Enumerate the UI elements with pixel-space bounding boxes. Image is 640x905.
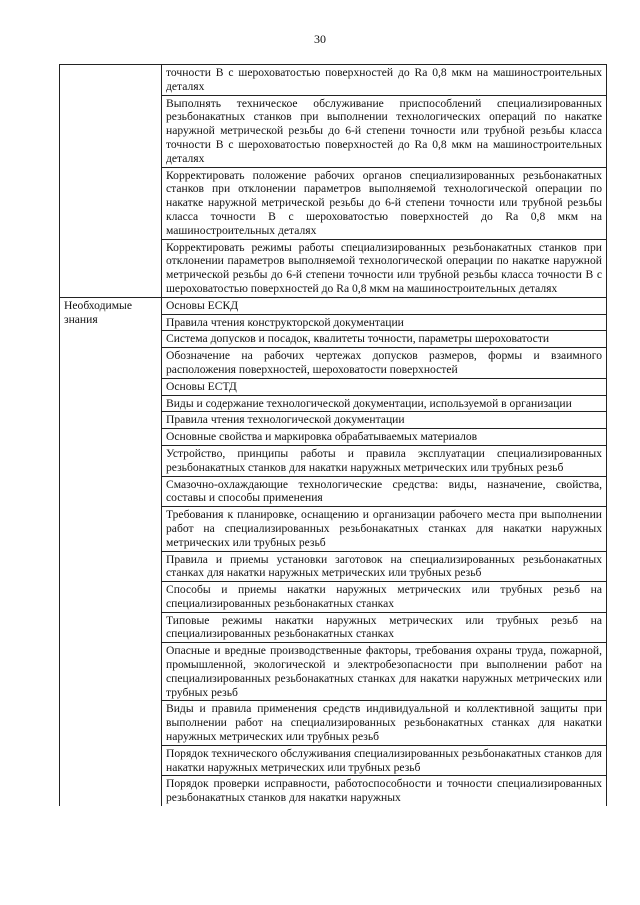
skill-cell: Корректировать положение рабочих органов специализированных резьбонакатных станков при отклонении параметров выполняемой технологической операции по накатке наружной метрической резьбы до 6-й степени точности или трубной резьбы класса точности В с шероховатостью поверхностей до Ra 0,8 мкм на машиностроительных деталях [162, 167, 607, 239]
knowledge-cell: Основные свойства и маркировка обрабатываемых материалов [162, 429, 607, 446]
knowledge-cell: Смазочно-охлаждающие технологические средства: виды, назначение, свойства, составы и способы применения [162, 476, 607, 507]
knowledge-cell: Правила чтения конструкторской документации [162, 314, 607, 331]
knowledge-cell: Типовые режимы накатки наружных метрических или трубных резьб на специализированных резьбонакатных станках [162, 612, 607, 643]
skill-cell: точности В с шероховатостью поверхностей до Ra 0,8 мкм на машиностроительных деталях [162, 65, 607, 96]
empty-label-cell [60, 65, 162, 298]
qualification-table [59, 64, 607, 806]
page-number: 30 [314, 32, 326, 46]
knowledge-label: Необходимые знания [60, 297, 162, 806]
knowledge-cell: Способы и приемы накатки наружных метрических или трубных резьб на специализированных резьбонакатных станках [162, 582, 607, 613]
table-row [60, 297, 607, 314]
knowledge-cell: Правила чтения технологической документации [162, 412, 607, 429]
knowledge-cell: Виды и правила применения средств индивидуальной и коллективной защиты при выполнении работ на специализированных резьбонакатных станках для накатки наружных метрических или трубных резьб [162, 701, 607, 745]
knowledge-cell: Устройство, принципы работы и правила эксплуатации специализированных резьбонакатных станков для накатки наружных метрических или трубных резьб [162, 445, 607, 476]
knowledge-cell: Требования к планировке, оснащению и организации рабочего места при выполнении работ на специализированных резьбонакатных станках для накатки наружных метрических или трубных резьб [162, 507, 607, 551]
knowledge-cell: Основы ЕСКД [162, 297, 607, 314]
skill-cell: Корректировать режимы работы специализированных резьбонакатных станков при отклонении параметров выполняемой технологической операции по накатке наружной метрической резьбы до 6-й степени точности или трубной резьбы класса точности В с шероховатостью поверхностей до Ra 0,8 мкм на машиностроительных деталях [162, 239, 607, 297]
knowledge-cell: Опасные и вредные производственные факторы, требования охраны труда, пожарной, промышленной, экологической и электробезопасности при выполнении работ на специализированных резьбонакатных станках для накатки наружных метрических или трубных резьб [162, 643, 607, 701]
knowledge-cell: Система допусков и посадок, квалитеты точности, параметры шероховатости [162, 331, 607, 348]
knowledge-cell: Виды и содержание технологической документации, используемой в организации [162, 395, 607, 412]
knowledge-cell: Правила и приемы установки заготовок на специализированных резьбонакатных станках для накатки наружных метрических или трубных резьб [162, 551, 607, 582]
knowledge-cell: Порядок технического обслуживания специализированных резьбонакатных станков для накатки наружных метрических или трубных резьб [162, 745, 607, 776]
knowledge-cell: Обозначение на рабочих чертежах допусков размеров, формы и взаимного расположения поверхностей, шероховатости поверхностей [162, 348, 607, 379]
knowledge-cell: Порядок проверки исправности, работоспособности и точности специализированных резьбонакатных станков для накатки наружных [162, 776, 607, 806]
skill-cell: Выполнять техническое обслуживание приспособлений специализированных резьбонакатных станков при выполнении технологических операций по накатке наружной метрической резьбы до 6-й степени точности или трубной резьбы класса точности В с шероховатостью поверхностей до Ra 0,8 мкм на машиностроительных деталях [162, 95, 607, 167]
knowledge-cell: Основы ЕСТД [162, 378, 607, 395]
table-row [60, 65, 607, 96]
